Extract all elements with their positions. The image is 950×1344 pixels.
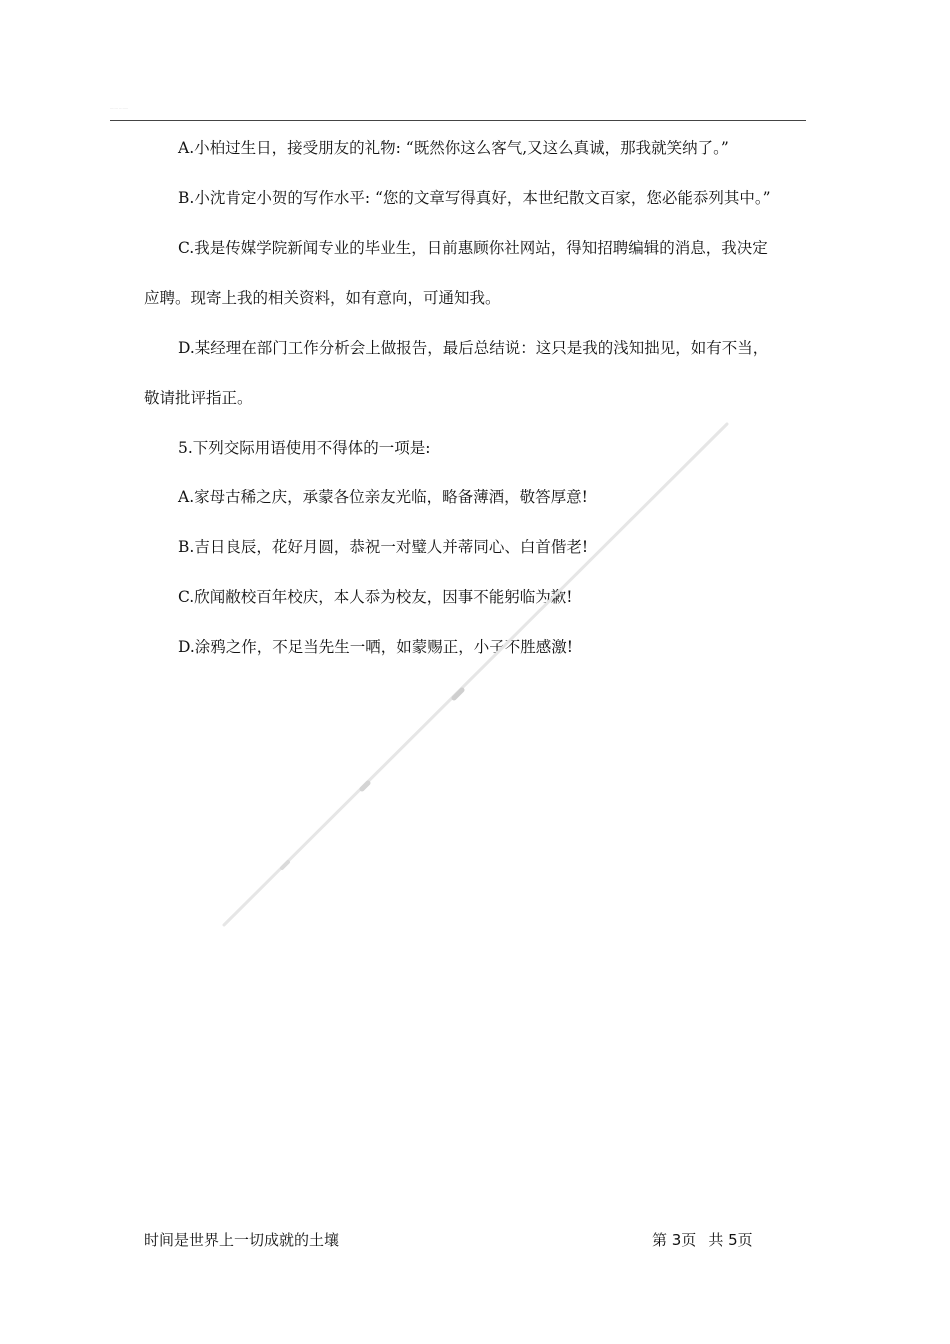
option-5b: B.吉日良辰，花好月圆，恭祝一对璧人并蒂同心、白首偕老! [178,538,589,556]
footer-motto: 时间是世界上一切成就的土壤 [144,1231,340,1249]
page-current: 第 3页 [652,1231,697,1249]
header-note: ······· ········ [110,106,129,110]
option-5d: D.涂鸦之作，不足当先生一哂，如蒙赐正，小子不胜感激! [178,638,574,656]
option-4d-line2: 敬请批评指正。 [144,389,253,407]
option-4d-line1: D.某经理在部门工作分析会上做报告，最后总结说：这只是我的浅知拙见，如有不当， [178,339,769,357]
option-4b: B.小沈肯定小贺的写作水平: “您的文章写得真好，本世纪散文百家，您必能忝列其中。” [178,189,771,207]
page-number [652,1229,753,1251]
question-5: 5.下列交际用语使用不得体的一项是: [178,439,431,457]
option-5c: C.欣闻敝校百年校庆，本人忝为校友，因事不能躬临为歉! [178,588,573,606]
page-total: 共 5页 [708,1231,753,1249]
option-4a: A.小柏过生日，接受朋友的礼物: “既然你这么客气,又这么真诚，那我就笑纳了。” [178,139,729,157]
option-4c-line2: 应聘。现寄上我的相关资料，如有意向，可通知我。 [144,289,501,307]
option-4c-line1: C.我是传媒学院新闻专业的毕业生，日前惠顾你社网站，得知招聘编辑的消息，我决定 [178,239,768,257]
option-5a: A.家母古稀之庆，承蒙各位亲友光临，略备薄酒，敬答厚意! [178,488,588,506]
